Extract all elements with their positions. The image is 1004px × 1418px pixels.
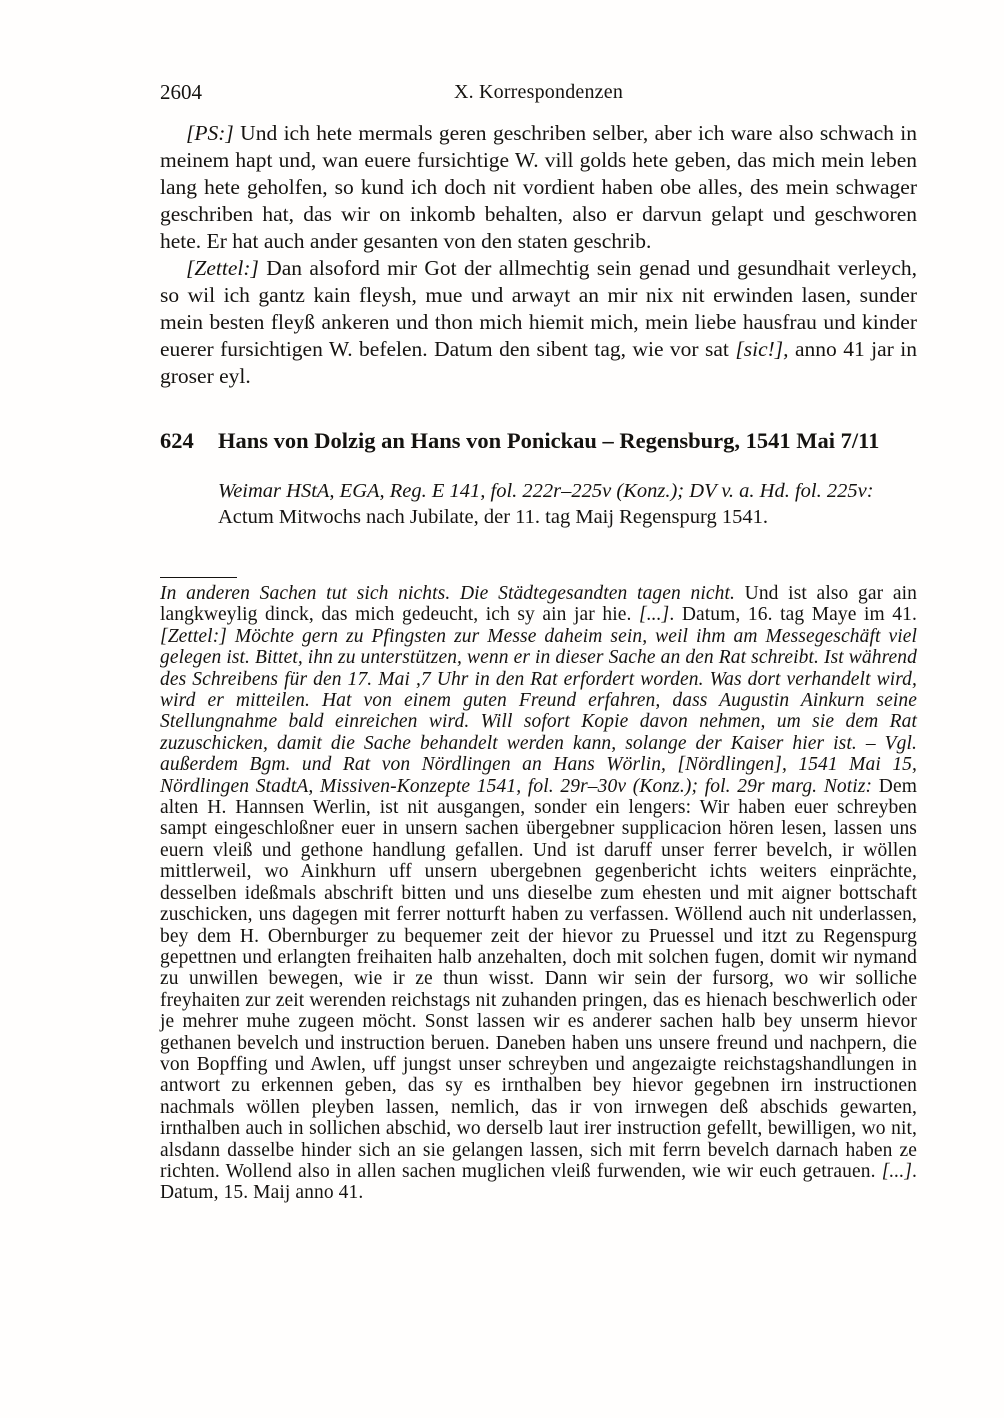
postscript-paragraph: [PS:] Und ich hete mermals geren geschriben selber, aber ich ware also schwach in meinem hapt und, wan euere fursichtige W. vill golds hete geben, das mich mein leben lang hete geholfen, so kund ich doch nit vordient haben obe alles, des mein schwager geschriben hat, das wir on inkomb behalten, also er darvun gelapt und geschworen hete. Er hat auch ander gesanten von den staten geschrib. (160, 121, 917, 253)
footnote-text: In anderen Sachen tut sich nichts. Die Städtegesandten tagen nicht. Und ist also gar ain langkweylig dinck, das mich gedeucht, ich sy ain jar hie. [...]. Datum, 16. tag Maye im 41. [Zettel:] Möchte gern zu Pfingsten zur Messe daheim sein, weil ihm am Messegeschäft viel gelegen ist. Bittet, ihn zu unterstützen, wenn er in dieser Sache an den Rat schreibt. Ist während des Schreibens für den 17. Mai ,7 Uhr in den Rat erfordert worden. Was dort verhandelt wird, wird er mitteilen. Hat von einem guten Freund erfahren, dass Augustin Ainkurn seine Stellungnahme bald einreichen wird. Will sofort Kopie davon nehmen, um sie dem Rat zuzuschicken, damit die Sache behandelt werden kann, solange der Kaiser hier ist. – Vgl. außerdem Bgm. und Rat von Nördlingen an Hans Wörlin, [Nördlingen], 1541 Mai 15, Nördlingen StadtA, Missiven-Konzepte 1541, fol. 29r–30v (Konz.); fol. 29r marg. Notiz: Dem alten H. Hannsen Werlin, ist nit ausgangen, sonder ein lengers: Wir haben euer schreyben sampt eingeschloßner euer in unsern sachen übergebner supplicacion hören lesen, lassen uns euern vleiß und gethone handlung gefallen. Und ist daruff unser ferrer bevelch, ir wöllen mittlerweil, wo Ainkhurn uff unsern ubergebnen gegenbericht ichts weiters einprächte, desselben ideßmals abschrift bitten und uns dieselbe zum ehesten und mit aigner bottschaft zuschicken, uns dagegen mit ferrer notturft haben zu verfassen. Wöllend auch nit underlassen, bey dem H. Obernburger zu bequemer zeit der hievor zu Pruessel und itzt zu Regenspurg gepettnen und erlangten freihaiten halb anzehalten, doch mit solchen fugen, domit wir nymand zu unwillen bewegen, wie ir ze thun wisst. Dann wir sein der fursorg, wo wir solliche freyhaiten zur zeit werenden reichstags nit zuhanden pringen, das es hienach beschwerlich oder je mehrer muhe zugeen möcht. Sonst lassen wir es anderer sachen halb bey unserm hievor gethanen bevelch und instruction beruen. Daneben haben uns unsere freund und nachpern, die von Bopffing und Awlen, uff jungst unser schreyben und angezaigte reichstagshandlungen in antwort zu erkennen geben, das sy es irnthalben bey hievor gegebnen irn instructionen nachmals wöllen pleyben lassen, nemlich, das ir von irnwegen deß abschids gewarten, irnthalben auch in sollichen abschid, wo derselb laut irer instruction gefellt, bewilligen, wo nit, alsdann dasselbe hinder sich an sie gelangen lassen, sich mit ferrn bevelch darnach haben ze richten. Wollend also in allen sachen muglichen vleiß furwenden, wie wir euch getrauen. [...]. Datum, 15. Maij anno 41. (160, 583, 917, 1204)
page-header (160, 78, 917, 106)
entry-number: 624 (160, 428, 194, 453)
entry-title: Hans von Dolzig an Hans von Ponickau – Regensburg, 1541 Mai 7/11 (218, 428, 880, 453)
zettel-paragraph: [Zettel:] Dan alsoford mir Got der allmechtig sein genad und gesundhait verleych, so wil ich gantz kain fleysh, mue und arwayt an mir nix nit erwinden lasen, sunder mein besten fleyß ankeren und thon mich hiemit mich, mein liebe hausfrau und kinder euerer fursichtigen W. befelen. Datum den sibent tag, wie vor sat [sic!], anno 41 jar in groser eyl. (160, 256, 917, 388)
text-column (160, 78, 917, 1204)
entry-heading (160, 427, 917, 455)
source-citation: Weimar HStA, EGA, Reg. E 141, fol. 222r–225v (Konz.); DV v. a. Hd. fol. 225v: Actum Mitwochs nach Jubilate, der 11. tag Maij Regenspurg 1541. (218, 480, 874, 528)
footnote-rule (160, 577, 237, 578)
running-head: X. Korrespondenzen (453, 81, 624, 103)
page-number: 2604 (160, 80, 202, 104)
